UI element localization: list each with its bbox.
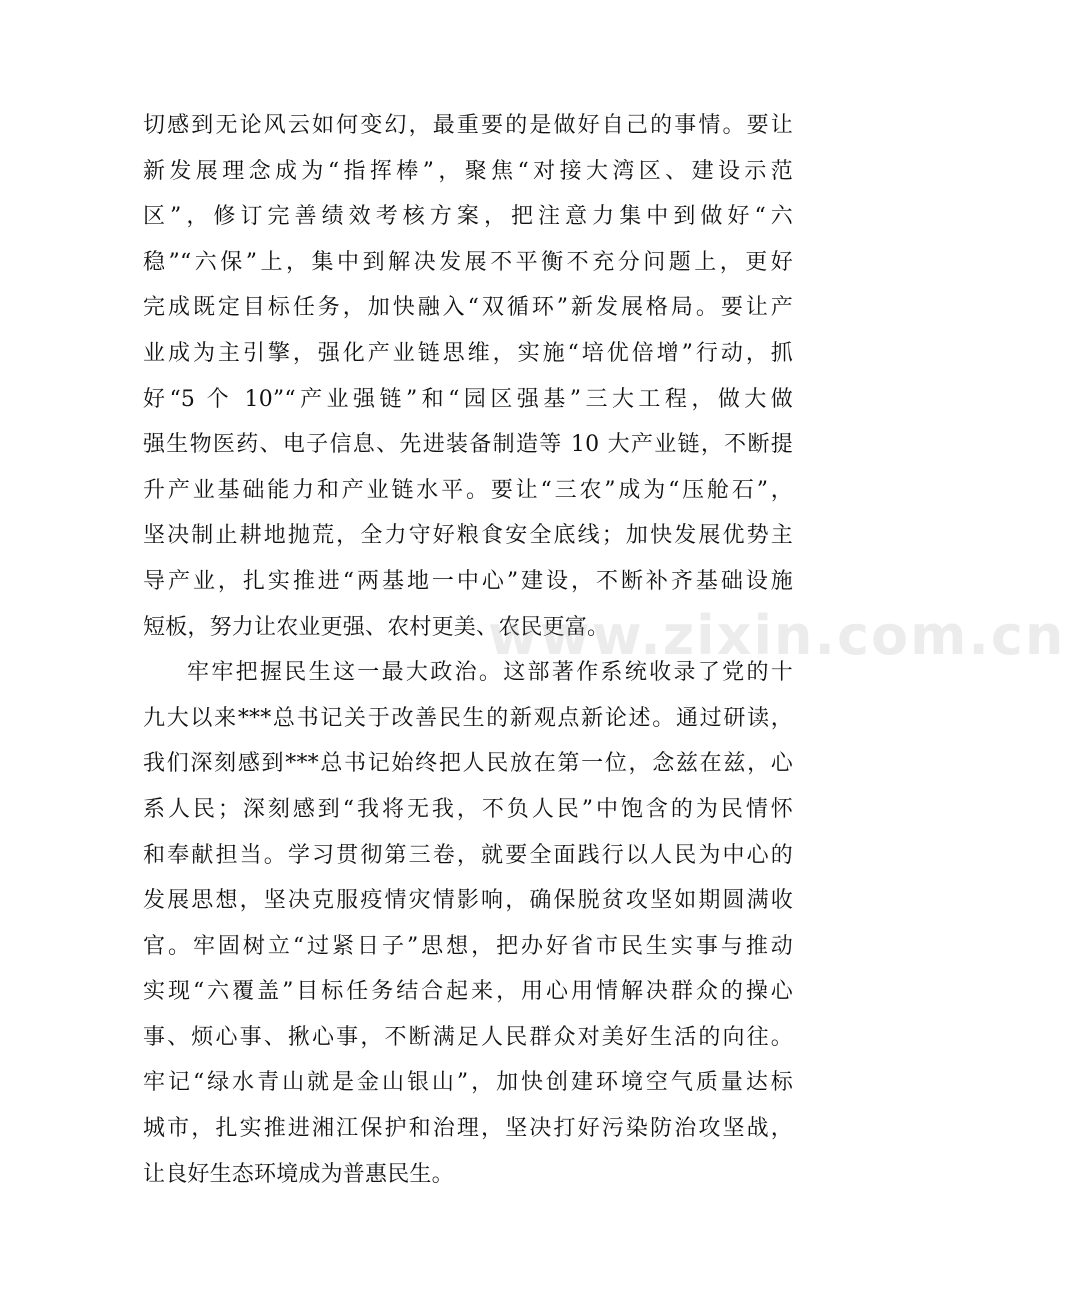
text-line: 短板，努力让农业更强、农村更美、农民更富。 bbox=[143, 614, 610, 640]
text-line: 业成为主引擎，强化产业链思维，实施“培优倍增”行动，抓 bbox=[143, 340, 793, 366]
text-line: 事、烦心事、揪心事，不断满足人民群众对美好生活的向往。 bbox=[143, 1024, 793, 1050]
text-line: 强生物医药、电子信息、先进装备制造等 10 大产业链，不断提 bbox=[143, 432, 793, 458]
text-line: 完成既定目标任务，加快融入“双循环”新发展格局。要让产 bbox=[143, 295, 793, 321]
paragraph-2 bbox=[143, 650, 793, 1197]
text-line: 好“5 个 10”“产业强链”和“园区强基”三大工程，做大做 bbox=[143, 386, 793, 412]
text-line: 导产业，扎实推进“两基地一中心”建设，不断补齐基础设施 bbox=[143, 568, 793, 594]
text-line: 让良好生态环境成为普惠民生。 bbox=[143, 1161, 454, 1187]
text-line: 新发展理念成为“指挥棒”，聚焦“对接大湾区、建设示范 bbox=[143, 158, 793, 184]
text-line: 九大以来***总书记关于改善民生的新观点新论述。通过研读， bbox=[143, 705, 793, 731]
text-line: 牢记“绿水青山就是金山银山”，加快创建环境空气质量达标 bbox=[143, 1070, 793, 1096]
text-line: 切感到无论风云如何变幻，最重要的是做好自己的事情。要让 bbox=[143, 113, 793, 138]
text-line: 稳”“六保”上，集中到解决发展不平衡不充分问题上，更好 bbox=[143, 249, 793, 275]
text-line: 区”，修订完善绩效考核方案，把注意力集中到做好“六 bbox=[143, 204, 793, 230]
text-line: 牢牢把握民生这一最大政治。这部著作系统收录了党的十 bbox=[187, 660, 793, 686]
text-line: 官。牢固树立“过紧日子”思想，把办好省市民生实事与推动 bbox=[143, 933, 793, 959]
text-line: 坚决制止耕地抛荒，全力守好粮食安全底线；加快发展优势主 bbox=[143, 523, 793, 549]
paragraph-1 bbox=[143, 103, 793, 650]
text-line: 升产业基础能力和产业链水平。要让“三农”成为“压舱石”， bbox=[143, 477, 793, 503]
watermark: www.zixin.com.cn bbox=[488, 604, 1065, 667]
text-line: 我们深刻感到***总书记始终把人民放在第一位，念兹在兹，心 bbox=[143, 751, 793, 777]
text-line: 和奉献担当。学习贯彻第三卷，就要全面践行以人民为中心的 bbox=[143, 842, 793, 868]
text-line: 城市，扎实推进湘江保护和治理，坚决打好污染防治攻坚战， bbox=[143, 1116, 793, 1142]
text-line: 系人民；深刻感到“我将无我，不负人民”中饱含的为民情怀 bbox=[143, 796, 793, 822]
text-line: 发展思想，坚决克服疫情灾情影响，确保脱贫攻坚如期圆满收 bbox=[143, 888, 793, 914]
text-line: 实现“六覆盖”目标任务结合起来，用心用情解决群众的操心 bbox=[143, 979, 793, 1005]
document-body bbox=[143, 103, 793, 1197]
